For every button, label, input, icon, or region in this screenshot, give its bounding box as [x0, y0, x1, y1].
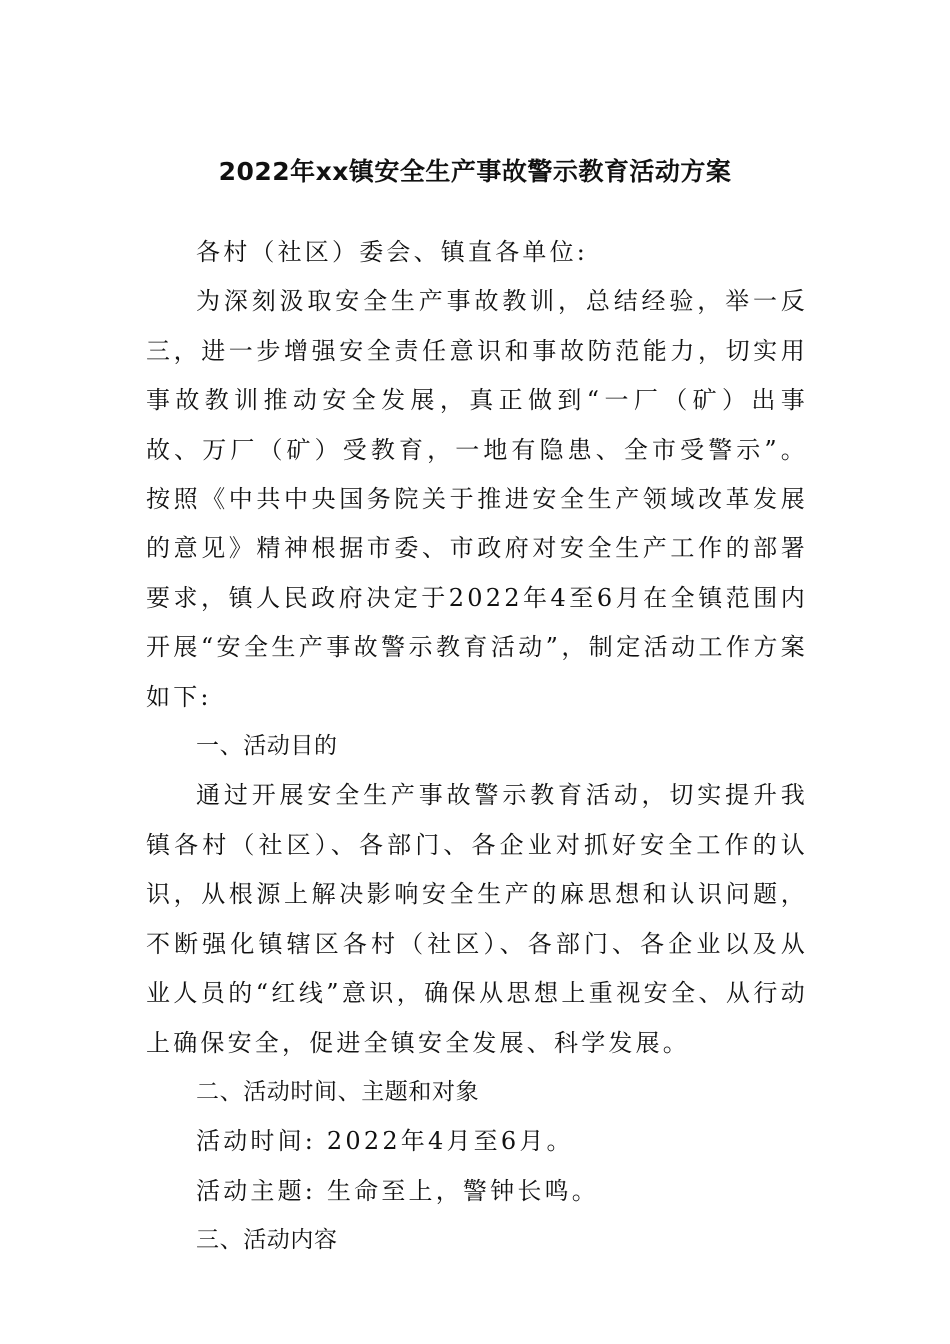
salutation: 各村（社区）委会、镇直各单位:	[196, 238, 589, 266]
document-title: 2022年xx镇安全生产事故警示教育活动方案	[218, 157, 732, 186]
purpose-paragraph: 通过开展安全生产事故警示教育活动，切实提升我镇各村（社区）、各部门、各企业对抓好安全工作的认识，从根源上解决影响安全生产的麻思想和认识问题，不断强化镇辖区各村（社区）、各部门、各企业以及从业人员的“红线”意识，确保从思想上重视安全、从行动上确保安全，促进全镇安全发展、科学发展。	[146, 781, 808, 1057]
section-heading-time-theme: 二、活动时间、主题和对象	[196, 1078, 480, 1105]
document-body	[146, 228, 808, 1266]
intro-paragraph: 为深刻汲取安全生产事故教训，总结经验，举一反三，进一步增强安全责任意识和事故防范能力，切实用事故教训推动安全发展，真正做到“一厂（矿）出事故、万厂（矿）受教育，一地有隐患、全市受警示”。按照《中共中央国务院关于推进安全生产领域改革发展的意见》精神根据市委、市政府对安全生产工作的部署要求，镇人民政府决定于2022年4至6月在全镇范围内开展“安全生产事故警示教育活动”，制定活动工作方案如下:	[146, 287, 808, 711]
activity-theme: 活动主题: 生命至上，警钟长鸣。	[196, 1176, 599, 1205]
activity-time: 活动时间: 2022年4月至6月。	[196, 1127, 574, 1156]
section-heading-content: 三、活动内容	[196, 1227, 338, 1254]
section-heading-purpose: 一、活动目的	[196, 733, 338, 760]
